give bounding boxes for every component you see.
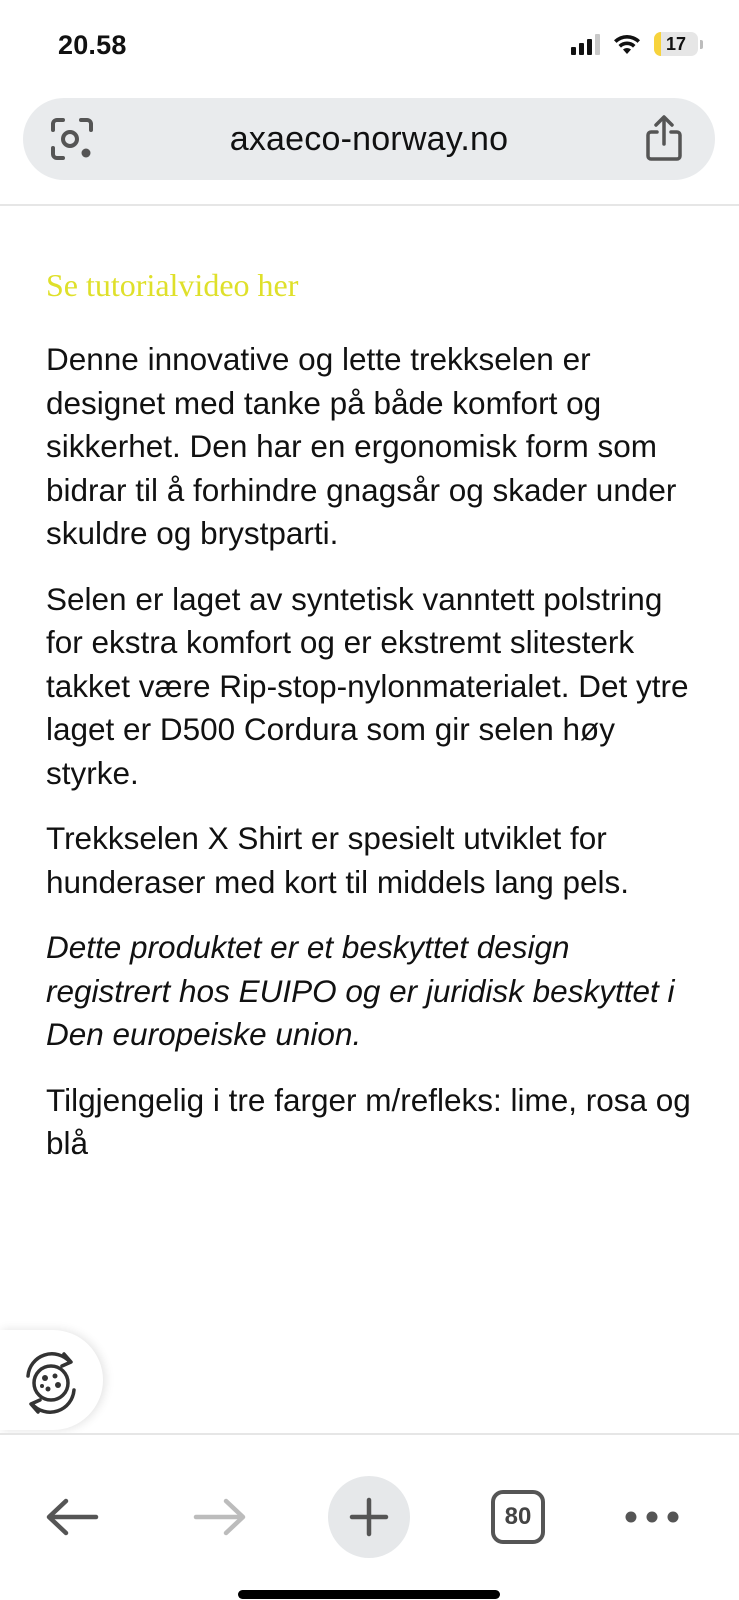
battery-nub <box>700 40 703 49</box>
battery-level: 17 <box>665 33 687 54</box>
share-icon[interactable] <box>643 114 685 162</box>
home-indicator[interactable] <box>238 1590 500 1599</box>
page-content <box>46 262 696 1188</box>
tab-switcher-button[interactable] <box>478 1477 558 1557</box>
status-time: 20.58 <box>58 30 127 60</box>
forward-button[interactable] <box>180 1477 260 1557</box>
status-bar <box>0 0 739 92</box>
visual-search-icon[interactable] <box>49 116 95 162</box>
plus-icon <box>349 1497 389 1537</box>
cellular-signal-icon <box>571 33 600 55</box>
arrow-right-icon <box>192 1497 248 1537</box>
tab-count: 80 <box>491 1490 545 1544</box>
tutorial-video-link[interactable]: Se tutorialvideo her <box>46 267 299 303</box>
more-dots-icon <box>624 1510 680 1524</box>
arrow-left-icon <box>44 1497 100 1537</box>
paragraph-material: Selen er laget av syntetisk vanntett polstring for ekstra komfort og er ekstremt slitesterk takket være Rip-stop-nylonmaterialet. Det ytre laget er D500 Cordura som gir selen høy styrke. <box>46 580 689 791</box>
paragraph-design-protection: Dette produktet er et beskyttet design registrert hos EUIPO og er juridisk beskyttet i Den europeiske union. <box>46 929 675 1052</box>
more-menu-button[interactable] <box>612 1477 692 1557</box>
bottom-toolbar <box>0 1433 739 1600</box>
browser-tools-icon <box>14 1346 88 1420</box>
status-icons <box>571 32 703 56</box>
floating-tools-button[interactable] <box>0 1330 103 1430</box>
back-button[interactable] <box>32 1477 112 1557</box>
new-tab-button[interactable] <box>328 1476 410 1558</box>
paragraph-fit: Trekkselen X Shirt er spesielt utviklet for hunderaser med kort til middels lang pels. <box>46 820 630 900</box>
wifi-icon <box>612 33 642 55</box>
url-text[interactable]: axaeco-norway.no <box>229 119 509 158</box>
paragraph-intro: Denne innovative og lette trekkselen er designet med tanke på både komfort og sikkerhet. Den har en ergonomisk form som bidrar til å forhindre gnagsår og skader under skuldre og brystparti. <box>46 341 677 551</box>
address-bar[interactable] <box>23 98 715 180</box>
paragraph-colors: Tilgjengelig i tre farger m/refleks: lime, rosa og blå <box>46 1081 691 1161</box>
battery-icon <box>654 32 698 56</box>
top-divider <box>0 204 739 206</box>
